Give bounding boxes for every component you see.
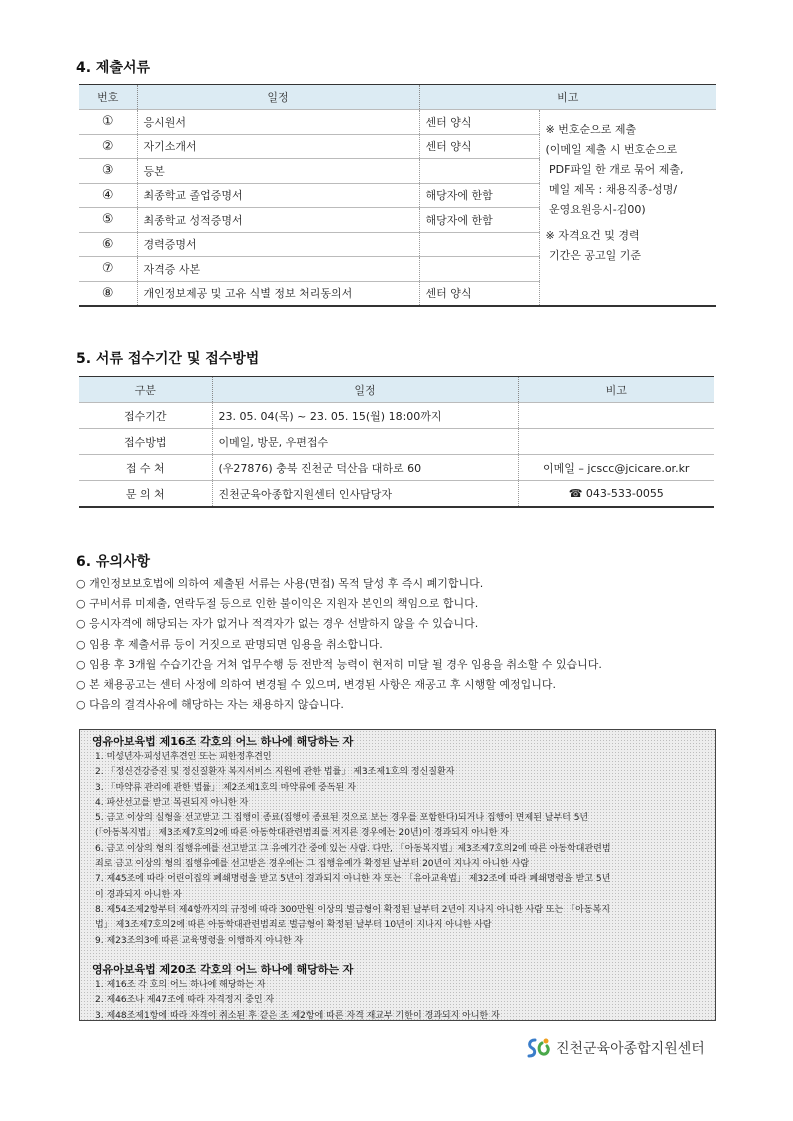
- article20-title: 영유아보육법 제20조 각호의 어느 하나에 해당하는 자: [92, 963, 354, 976]
- table-row: [79, 481, 714, 508]
- list-item: 2. 제46조나 제47조에 따라 자격정지 중인 자: [95, 995, 275, 1006]
- document-note: [419, 257, 539, 282]
- list-item: 6. 금고 이상의 형의 집행유예를 선고받고 그 유예기간 중에 있는 사람. 다만, 「아동복지법」제3조제7호의2에 따른 아동학대관련범: [95, 843, 611, 854]
- documents-table: [79, 84, 716, 307]
- list-item: 7. 제45조에 따라 어린이집의 폐쇄명령을 받고 5년이 경과되지 아니한 자 또는 「유아교육법」 제32조에 따라 폐쇄명령을 받고 5년: [95, 874, 611, 885]
- row-number: ②: [79, 134, 137, 159]
- period-label: 문 의 처: [79, 481, 212, 508]
- remark-line: ※ 번호순으로 제출: [545, 123, 637, 136]
- list-item: 4. 파산선고를 받고 복권되지 아니한 자: [95, 797, 249, 808]
- document-note: [419, 159, 539, 184]
- period-value: 이메일, 방문, 우편접수: [212, 429, 518, 455]
- remark-line: 메일 제목 : 채용직종-성명/: [545, 183, 678, 196]
- table-row: [79, 110, 716, 135]
- document-name: 경력증명서: [137, 232, 419, 257]
- period-label: 접수기간: [79, 403, 212, 429]
- row-number: ⑥: [79, 232, 137, 257]
- email-note[interactable]: 이메일 – jcscc@jcicare.or.kr: [518, 455, 714, 481]
- period-header-remarks: 비고: [518, 377, 714, 403]
- document-name: 최종학교 성적증명서: [137, 208, 419, 233]
- documents-header-remarks: 비고: [419, 85, 716, 110]
- list-item: 5. 금고 이상의 실형을 선고받고 그 집행이 종료(집행이 종료된 것으로 보는 경우를 포함한다)되거나 집행이 면제된 날부터 5년: [95, 813, 589, 824]
- period-value: 23. 05. 04(목) ~ 23. 05. 15(월) 18:00까지: [212, 403, 518, 429]
- center-logo-icon: [526, 1037, 552, 1059]
- documents-remarks: [539, 110, 716, 307]
- list-item: ○ 다음의 결격사유에 해당하는 자는 채용하지 않습니다.: [76, 698, 344, 712]
- document-note: 센터 양식: [419, 281, 539, 306]
- period-section-title: 5. 서류 접수기간 및 접수방법: [76, 351, 260, 367]
- article16-items: [95, 750, 705, 949]
- documents-header-schedule: 일정: [137, 85, 419, 110]
- document-name: 개인정보제공 및 고유 식별 정보 처리동의서: [137, 281, 419, 306]
- notes-section-title: 6. 유의사항: [76, 554, 151, 570]
- list-item: 8. 제54조제2항부터 제4항까지의 규정에 따라 300만원 이상의 벌금형이 확정된 날부터 2년이 지나지 아니한 사람 또는 「아동복지: [95, 904, 610, 915]
- remark-line: PDF파일 한 개로 묶어 제출,: [545, 163, 684, 176]
- notes-list: [76, 574, 602, 715]
- organization-name: 진천군육아종합지원센터: [556, 1041, 705, 1057]
- document-note: 해당자에 한함: [419, 208, 539, 233]
- list-item: ○ 임용 후 3개월 수습기간을 거쳐 업무수행 등 전반적 능력이 현저히 미달 될 경우 임용을 취소할 수 있습니다.: [76, 657, 602, 671]
- list-item: (「아동복지법」 제3조제7호의2에 따른 아동학대관련범죄를 저지른 경우에는 20년)이 경과되지 아니한 자: [95, 828, 509, 839]
- document-name: 응시원서: [137, 110, 419, 135]
- period-table: [79, 376, 714, 508]
- list-item: ○ 개인정보보호법에 의하여 제출된 서류는 사용(면접) 목적 달성 후 즉시 폐기합니다.: [76, 577, 484, 590]
- list-item: 이 경과되지 아니한 자: [95, 889, 182, 900]
- phone-note: ☎ 043-533-0055: [518, 481, 714, 508]
- row-number: ⑤: [79, 208, 137, 233]
- document-name: 최종학교 졸업증명서: [137, 183, 419, 208]
- remark-line: ※ 자격요건 및 경력: [545, 229, 640, 242]
- period-note: [518, 429, 714, 455]
- row-number: ⑧: [79, 281, 137, 306]
- row-number: ⑦: [79, 257, 137, 282]
- period-label: 접 수 처: [79, 455, 212, 481]
- list-item: 법」 제3조제7호의2에 따른 아동학대관련범죄로 벌금형이 확정된 날부터 10년이 지나지 아니한 사람: [95, 920, 492, 931]
- footer-logo: [526, 1037, 705, 1059]
- period-header-category: 구분: [79, 377, 212, 403]
- period-label: 접수방법: [79, 429, 212, 455]
- period-value: (우27876) 충북 진천군 덕산읍 대하로 60: [212, 455, 518, 481]
- remark-line: (이메일 제출 시 번호순으로: [545, 143, 678, 156]
- remark-line: 운영요원응시-김00): [545, 203, 646, 216]
- document-note: 센터 양식: [419, 110, 539, 135]
- period-header-schedule: 일정: [212, 377, 518, 403]
- disqualification-box: [79, 729, 716, 1021]
- period-note: [518, 403, 714, 429]
- list-item: 9. 제23조의3에 따른 교육명령을 이행하지 아니한 자: [95, 935, 304, 946]
- document-name: 등본: [137, 159, 419, 184]
- row-number: ④: [79, 183, 137, 208]
- list-item: ○ 구비서류 미제출, 연락두절 등으로 인한 불이익은 지원자 본인의 책임으로 합니다.: [76, 597, 479, 611]
- documents-section-title: 4. 제출서류: [76, 60, 151, 76]
- remark-line: 기간은 공고일 기준: [545, 249, 641, 262]
- document-note: [419, 232, 539, 257]
- document-note: 센터 양식: [419, 134, 539, 159]
- list-item: 3. 「마약류 관리에 관한 법률」 제2조제1호의 마약류에 중독된 자: [95, 782, 356, 793]
- document-note: 해당자에 한함: [419, 183, 539, 208]
- list-item: 1. 미성년자·피성년후견인 또는 피한정후견인: [95, 752, 272, 762]
- article20-items: [95, 978, 705, 1024]
- documents-header-number: 번호: [79, 85, 137, 110]
- list-item: 죄로 금고 이상의 형의 집행유예를 선고받은 경우에는 그 집행유예가 확정된 날부터 20년이 지나지 아니한 사람: [95, 859, 530, 870]
- article16-title: 영유아보육법 제16조 각호의 어느 하나에 해당하는 자: [92, 735, 354, 748]
- period-value: 진천군육아종합지원센터 인사담당자: [212, 481, 518, 508]
- row-number: ①: [79, 110, 137, 135]
- document-name: 자기소개서: [137, 134, 419, 159]
- table-row: [79, 455, 714, 481]
- table-row: [79, 429, 714, 455]
- list-item: ○ 본 채용공고는 센터 사정에 의하여 변경될 수 있으며, 변경된 사항은 재공고 후 시행할 예정입니다.: [76, 678, 556, 692]
- table-row: [79, 403, 714, 429]
- list-item: 1. 제16조 각 호의 어느 하나에 해당하는 자: [95, 980, 266, 990]
- list-item: 2. 「정신건강증진 및 정신질환자 복지서비스 지원에 관한 법률」 제3조제1호의 정신질환자: [95, 767, 455, 778]
- list-item: ○ 임용 후 제출서류 등이 거짓으로 판명되면 임용을 취소합니다.: [76, 637, 383, 651]
- row-number: ③: [79, 159, 137, 184]
- list-item: 3. 제48조제1항에 따라 자격이 취소된 후 같은 조 제2항에 따른 자격 재교부 기한이 경과되지 아니한 자: [95, 1010, 500, 1021]
- list-item: ○ 응시자격에 해당되는 자가 없거나 적격자가 없는 경우 선발하지 않을 수 있습니다.: [76, 617, 479, 631]
- document-name: 자격증 사본: [137, 257, 419, 282]
